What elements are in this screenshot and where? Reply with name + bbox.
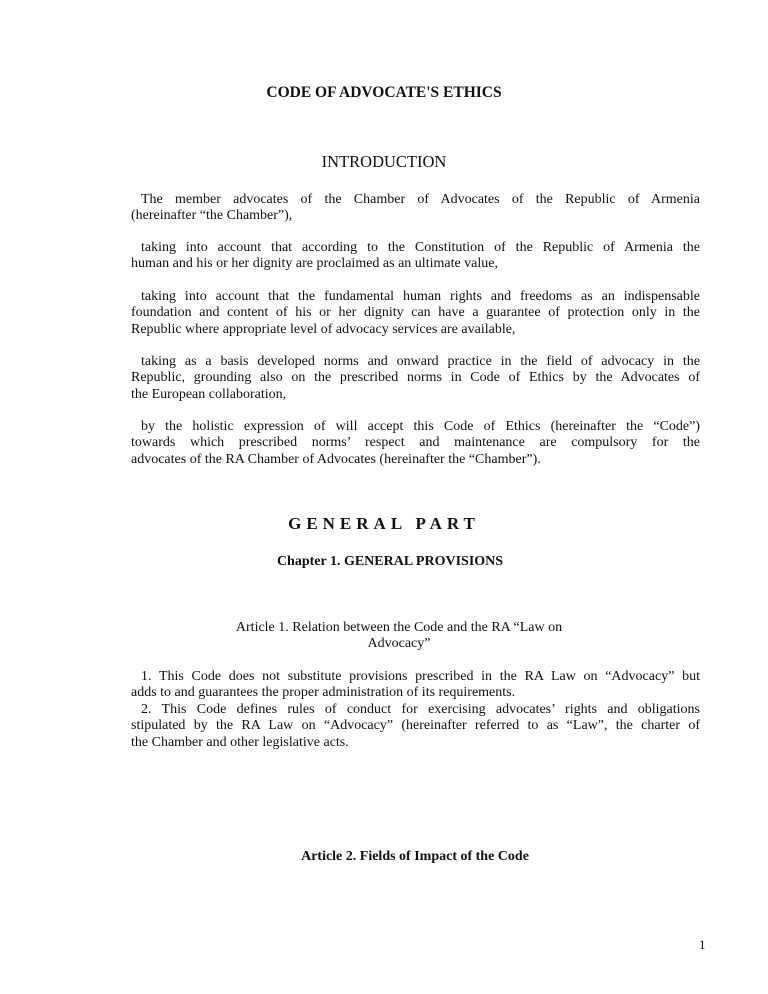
line: towards which prescribed norms’ respect and maintenance are compulsory for the — [131, 435, 700, 451]
line: the Chamber and other legislative acts. — [131, 734, 349, 750]
line: by the holistic expression of will accept this Code of Ethics (hereinafter the “Code”) — [141, 419, 700, 434]
line: The member advocates of the Chamber of Advocates of the Republic of Armenia — [141, 192, 700, 207]
line: 2. This Code defines rules of conduct for exercising advocates’ rights and obligations — [141, 702, 700, 717]
line: human and his or her dignity are proclaimed as an ultimate value, — [131, 256, 498, 272]
article-1-heading — [214, 620, 584, 653]
chapter-heading: Chapter 1. GENERAL PROVISIONS — [276, 554, 504, 569]
intro-paragraph-1 — [131, 192, 700, 225]
article-2-heading: Article 2. Fields of Impact of the Code — [301, 849, 529, 864]
line: (hereinafter “the Chamber”), — [131, 208, 293, 224]
intro-paragraph-4 — [131, 354, 700, 403]
line: stipulated by the RA Law on “Advocacy” (hereinafter referred to as “Law”, the charter of — [131, 718, 700, 734]
article-1-item-1 — [131, 669, 700, 702]
article-1-item-2 — [131, 702, 700, 751]
introduction-heading: INTRODUCTION — [321, 152, 447, 171]
line: taking into account that the fundamental human rights and freedoms as an indispensable — [141, 289, 700, 304]
intro-paragraph-2 — [131, 240, 700, 273]
line: Republic where appropriate level of advocacy services are available, — [131, 321, 516, 337]
heading-line: Article 1. Relation between the Code and the RA “Law on — [235, 620, 563, 635]
page-number: 1 — [699, 937, 706, 952]
line: 1. This Code does not substitute provisions prescribed in the RA Law on “Advocacy” but — [141, 669, 700, 684]
line: taking as a basis developed norms and onward practice in the field of advocacy in the — [141, 354, 700, 369]
line: taking into account that according to the Constitution of the Republic of Armenia the — [141, 240, 700, 255]
heading-line: Advocacy” — [367, 636, 431, 652]
part-heading: GENERAL PART — [288, 514, 480, 533]
line: advocates of the RA Chamber of Advocates (hereinafter the “Chamber”). — [131, 451, 541, 467]
intro-paragraph-3 — [131, 289, 700, 338]
intro-paragraph-5 — [131, 419, 700, 468]
document-title: CODE OF ADVOCATE'S ETHICS — [266, 84, 502, 101]
line: the European collaboration, — [131, 386, 287, 402]
line: Republic, grounding also on the prescribed norms in Code of Ethics by the Advocates of — [131, 370, 700, 386]
line: adds to and guarantees the proper administration of its requirements. — [131, 685, 516, 701]
line: foundation and content of his or her dignity can have a guarantee of protection only in the — [131, 305, 700, 321]
